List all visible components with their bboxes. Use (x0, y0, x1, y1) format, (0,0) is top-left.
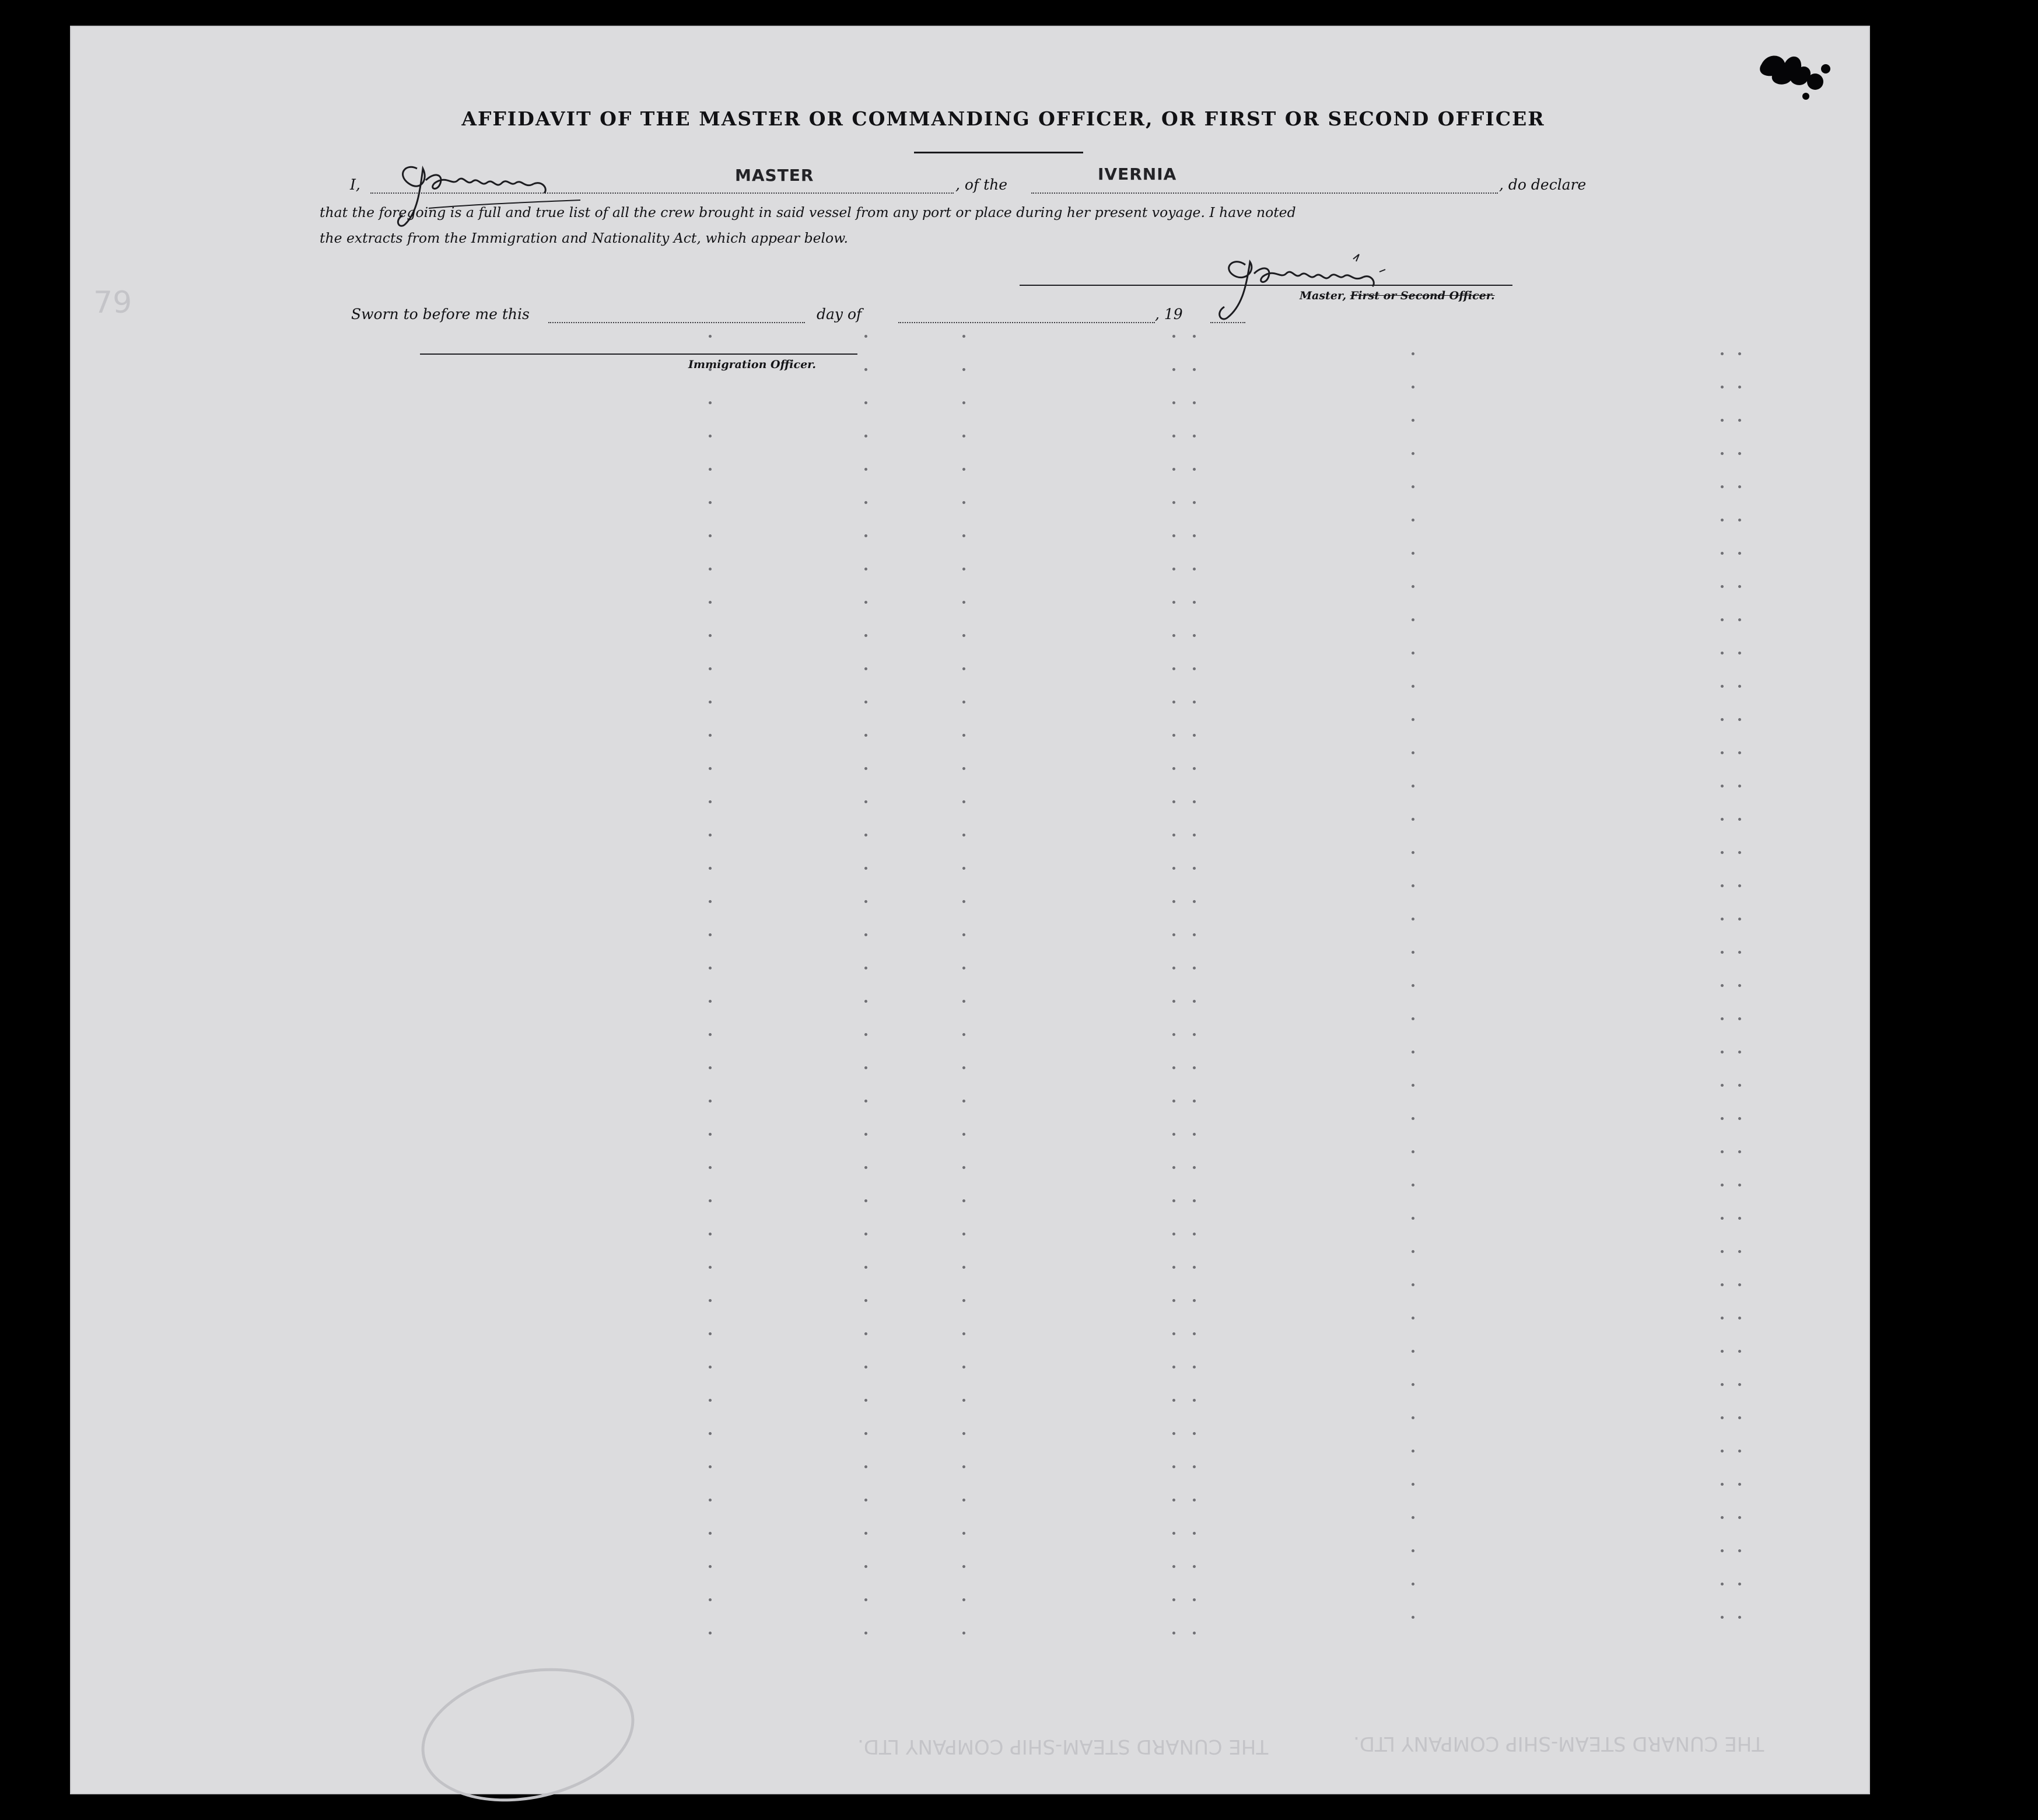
bleed-through-dots (1412, 352, 1416, 1649)
document-page (70, 26, 1870, 1794)
vessel-name-line (1031, 192, 1498, 194)
immigration-officer-caption: Immigration Officer. (688, 358, 817, 371)
ink-blot-damage (1750, 41, 1855, 105)
sworn-day-line (548, 322, 805, 323)
heading-underline (914, 152, 1083, 153)
bleed-through-dots (1738, 352, 1743, 1649)
bleed-through-dots (1193, 335, 1197, 1665)
bleed-through-oval-stamp (409, 1650, 647, 1820)
bleed-through-dots (1172, 335, 1177, 1665)
sworn-prefix: Sworn to before me this (351, 306, 530, 323)
declaration-text-line-3: the extracts from the Immigration and Nationality Act, which appear below. (320, 230, 848, 246)
master-signature-line (1020, 285, 1512, 286)
bleed-through-dots (962, 335, 967, 1665)
signature-caption-master: Master, (1300, 289, 1347, 302)
bleed-through-footer-stamp: THE CUNARD STEAM-SHIP COMPANY LTD. (1353, 1732, 1764, 1755)
declarant-signature (394, 157, 650, 233)
bleed-through-dots (1721, 352, 1725, 1649)
declaration-text-line-2: that the foregoing is a full and true list of all the crew brought in said vessel from any port or place during her present voyage. I have noted (320, 204, 1296, 220)
sworn-year-line (1210, 322, 1245, 323)
bleed-through-dots (864, 335, 869, 1665)
day-of-label: day of (817, 306, 862, 323)
declarant-prefix: I, (350, 176, 360, 193)
immigration-officer-line (420, 354, 857, 355)
bleed-through-page-number: 79 (93, 285, 132, 320)
bleed-through-footer-stamp: THE CUNARD STEAM-SHIP COMPANY LTD. (857, 1735, 1269, 1758)
sworn-month-line (898, 322, 1155, 323)
affidavit-heading: AFFIDAVIT OF THE MASTER OR COMMANDING OFFICER, OR FIRST OR SECOND OFFICER (461, 107, 1545, 130)
vessel-name-value: IVERNIA (1098, 164, 1177, 184)
signature-caption-struck: First or Second Officer. (1350, 289, 1495, 302)
year-label: , 19 (1155, 306, 1183, 323)
signature-caption (1300, 289, 1495, 302)
bleed-through-dots (709, 335, 713, 1665)
rank-value: MASTER (735, 166, 814, 185)
do-declare-label: , do declare (1499, 176, 1587, 193)
of-the-label: , of the (955, 176, 1008, 193)
